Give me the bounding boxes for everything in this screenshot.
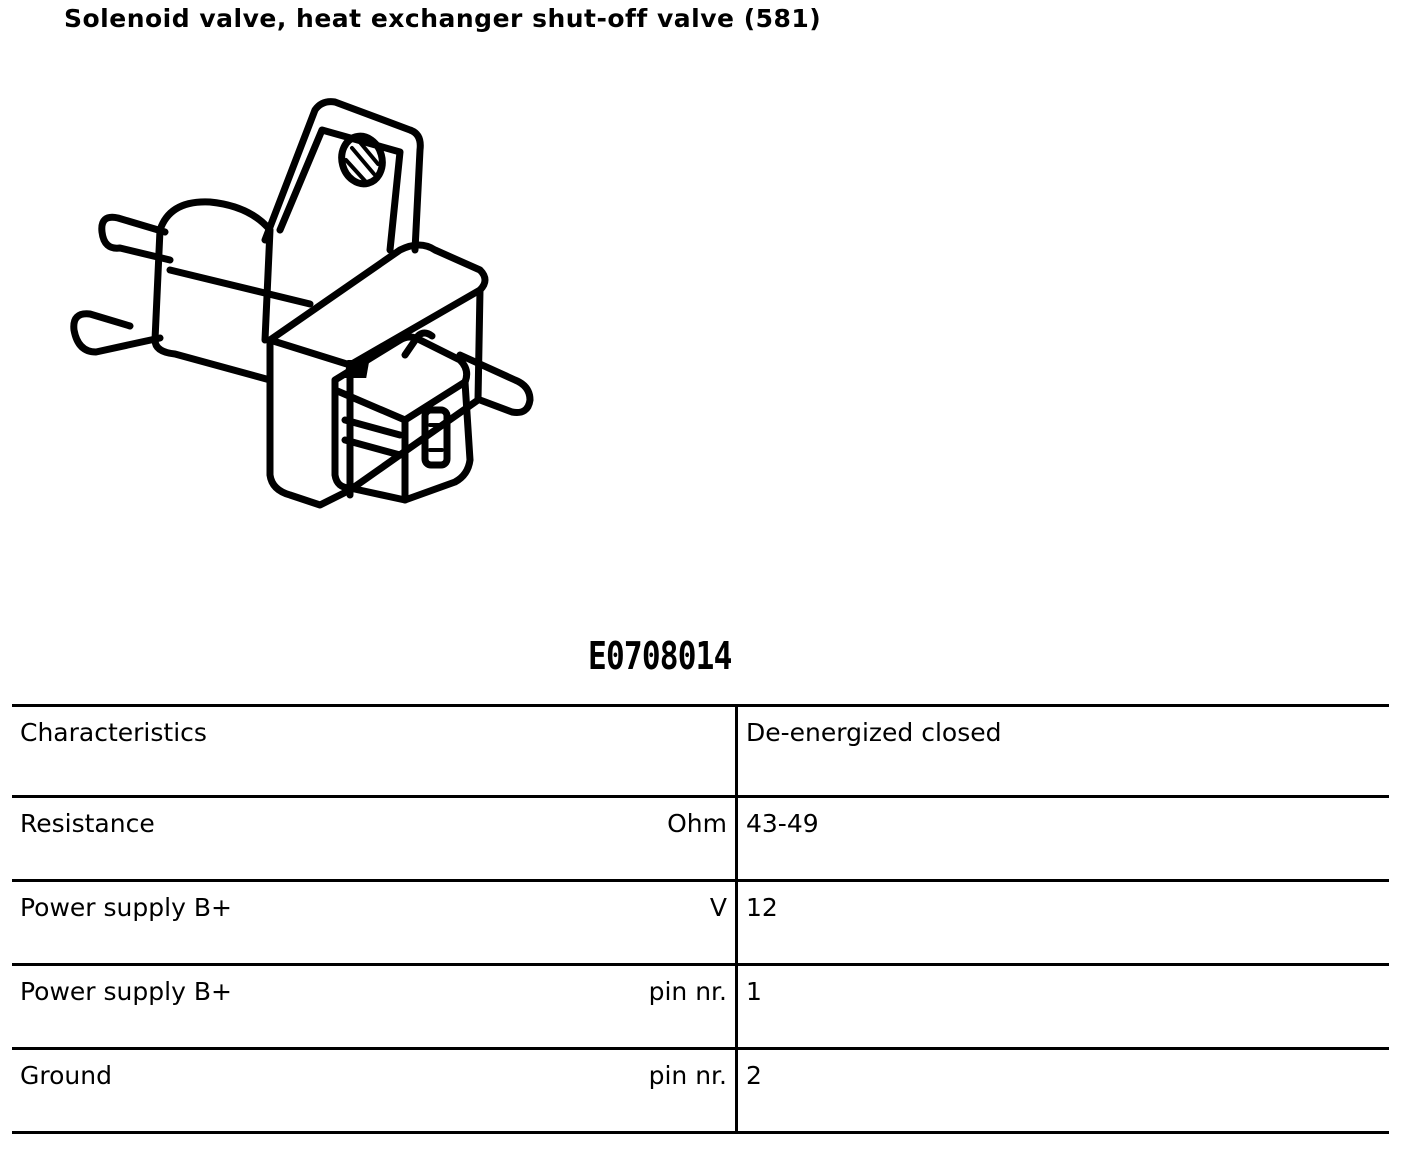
name-cell: [12, 965, 737, 1049]
name-cell: [12, 797, 737, 881]
row-unit: V: [709, 893, 727, 922]
row-value: 2: [746, 1061, 762, 1090]
solenoid-valve-illustration: [60, 90, 550, 530]
row-label: Resistance: [20, 809, 155, 838]
row-label: Power supply B+: [20, 977, 232, 1006]
row-value: De-energized closed: [746, 718, 1002, 747]
table-row: [12, 706, 1389, 797]
table-row: [12, 881, 1389, 965]
row-value: 12: [746, 893, 778, 922]
table-row: [12, 1049, 1389, 1133]
table-row: [12, 797, 1389, 881]
name-cell: [12, 706, 737, 797]
row-unit: pin nr.: [648, 1061, 727, 1090]
row-label: Ground: [20, 1061, 112, 1090]
row-unit: pin nr.: [648, 977, 727, 1006]
table-row: [12, 965, 1389, 1049]
row-unit: Ohm: [667, 809, 727, 838]
spec-table: [12, 704, 1389, 1134]
page-title: Solenoid valve, heat exchanger shut-off valve (581): [64, 4, 822, 33]
row-label: Characteristics: [20, 718, 207, 747]
row-value: 43-49: [746, 809, 819, 838]
row-value: 1: [746, 977, 762, 1006]
name-cell: [12, 1049, 737, 1133]
figure-code: E0708014: [588, 634, 732, 678]
row-label: Power supply B+: [20, 893, 232, 922]
name-cell: [12, 881, 737, 965]
